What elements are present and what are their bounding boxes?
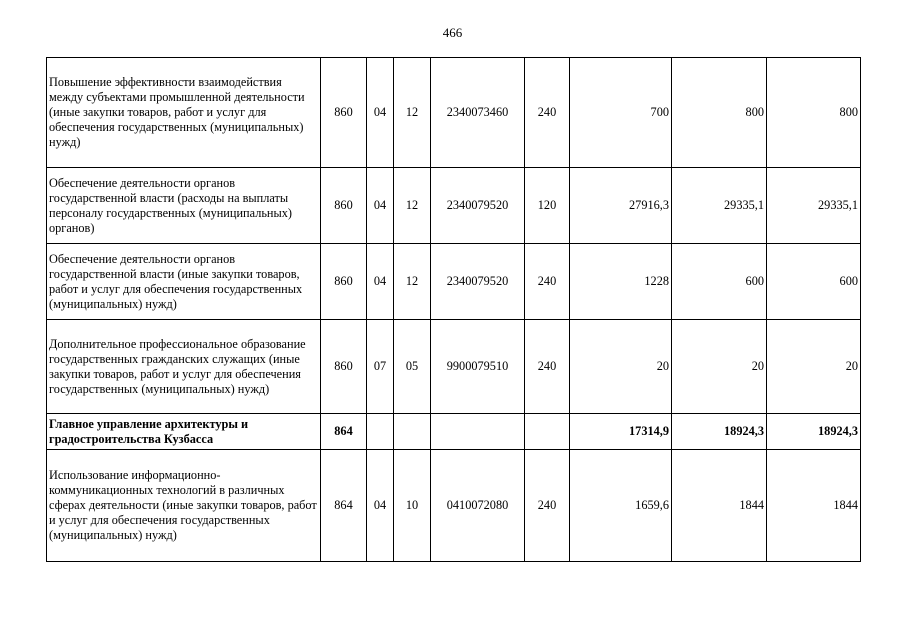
cell-y1: 1659,6	[570, 450, 672, 562]
cell-csr: 2340079520	[431, 244, 525, 320]
cell-pr: 05	[394, 320, 431, 414]
cell-vr: 120	[525, 168, 570, 244]
cell-name: Повышение эффективности взаимодействия между субъектами промышленной деятельности (иные закупки товаров, работ и услуг для обеспечения государственных (муниципальных) нужд)	[47, 58, 321, 168]
cell-ved: 864	[321, 414, 367, 450]
cell-rz: 04	[367, 58, 394, 168]
table-row	[47, 414, 861, 450]
cell-pr: 10	[394, 450, 431, 562]
cell-csr: 2340079520	[431, 168, 525, 244]
cell-ved: 860	[321, 168, 367, 244]
cell-y1: 700	[570, 58, 672, 168]
table-row	[47, 58, 861, 168]
cell-rz	[367, 414, 394, 450]
cell-csr: 0410072080	[431, 450, 525, 562]
cell-ved: 860	[321, 320, 367, 414]
cell-y2: 20	[672, 320, 767, 414]
cell-pr: 12	[394, 58, 431, 168]
cell-y3: 18924,3	[767, 414, 861, 450]
cell-pr: 12	[394, 244, 431, 320]
cell-name: Дополнительное профессиональное образование государственных гражданских служащих (иные закупки товаров, работ и услуг для обеспечения государственных (муниципальных) нужд)	[47, 320, 321, 414]
budget-table	[46, 57, 861, 562]
cell-y2: 800	[672, 58, 767, 168]
cell-y2: 600	[672, 244, 767, 320]
cell-vr: 240	[525, 58, 570, 168]
page-number: 466	[442, 25, 463, 40]
cell-rz: 04	[367, 450, 394, 562]
cell-pr: 12	[394, 168, 431, 244]
cell-csr: 9900079510	[431, 320, 525, 414]
cell-name: Главное управление архитектуры и градостроительства Кузбасса	[47, 414, 321, 450]
cell-y2: 18924,3	[672, 414, 767, 450]
cell-vr: 240	[525, 244, 570, 320]
cell-y3: 29335,1	[767, 168, 861, 244]
cell-y3: 20	[767, 320, 861, 414]
cell-y1: 17314,9	[570, 414, 672, 450]
cell-y1: 27916,3	[570, 168, 672, 244]
cell-name: Обеспечение деятельности органов государственной власти (расходы на выплаты персоналу государственных (муниципальных) органов)	[47, 168, 321, 244]
cell-y1: 1228	[570, 244, 672, 320]
cell-rz: 04	[367, 244, 394, 320]
cell-rz: 04	[367, 168, 394, 244]
table-row	[47, 168, 861, 244]
cell-rz: 07	[367, 320, 394, 414]
cell-y3: 600	[767, 244, 861, 320]
cell-vr: 240	[525, 320, 570, 414]
cell-vr: 240	[525, 450, 570, 562]
table-row	[47, 320, 861, 414]
cell-y3: 1844	[767, 450, 861, 562]
cell-pr	[394, 414, 431, 450]
table-row	[47, 450, 861, 562]
cell-ved: 864	[321, 450, 367, 562]
cell-ved: 860	[321, 58, 367, 168]
table-row	[47, 244, 861, 320]
cell-csr	[431, 414, 525, 450]
cell-y3: 800	[767, 58, 861, 168]
cell-y1: 20	[570, 320, 672, 414]
cell-y2: 29335,1	[672, 168, 767, 244]
cell-vr	[525, 414, 570, 450]
cell-ved: 860	[321, 244, 367, 320]
cell-csr: 2340073460	[431, 58, 525, 168]
cell-name: Обеспечение деятельности органов государственной власти (иные закупки товаров, работ и услуг для обеспечения государственных (муниципальных) нужд)	[47, 244, 321, 320]
cell-name: Использование информационно-коммуникационных технологий в различных сферах деятельности (иные закупки товаров, работ и услуг для обеспечения государственных (муниципальных) нужд)	[47, 450, 321, 562]
cell-y2: 1844	[672, 450, 767, 562]
